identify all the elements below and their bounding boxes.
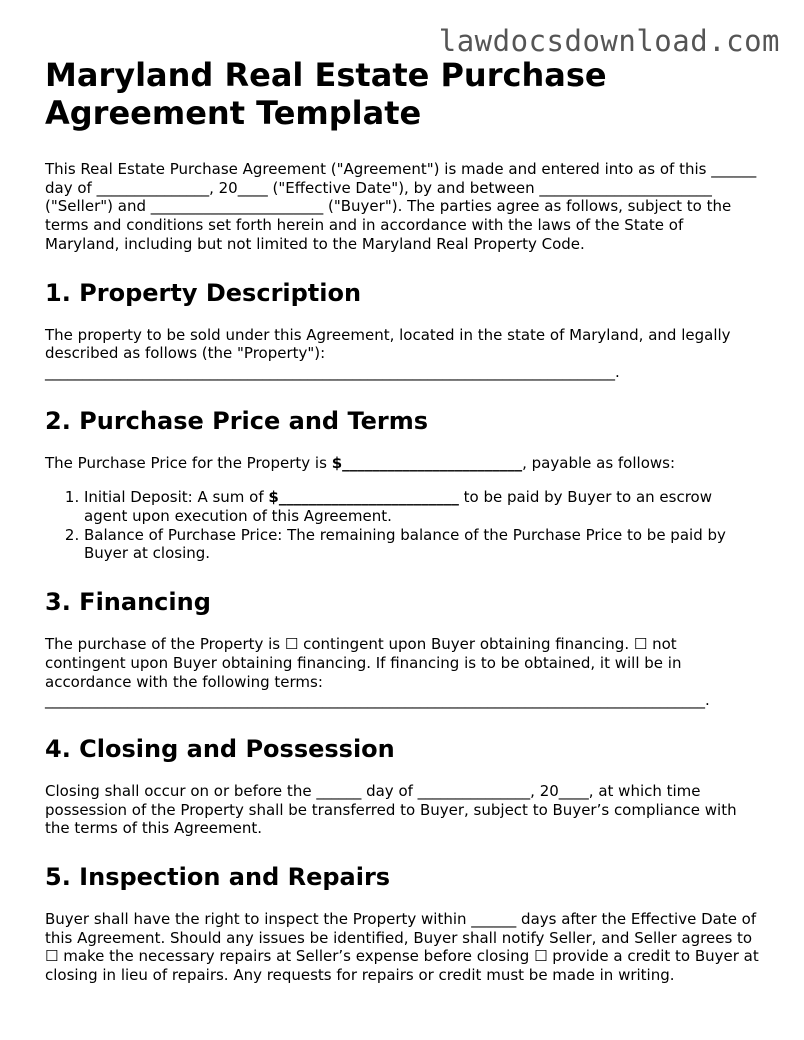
deposit-amount-blank: $________________________ [268,488,459,507]
section-paragraph: The purchase of the Property is ☐ contingent upon Buyer obtaining financing. ☐ not contingent upon Buyer obtaining financing. If financing is to be obtained, it will be in accordance with the following terms: ________________________________________________________________________________________. [45,635,710,710]
section-heading: 1. Property Description [45,278,362,307]
section-paragraph: Buyer shall have the right to inspect the Property within ______ days after the Effective Date of this Agreement. Should any issues be identified, Buyer shall notify Seller, and Seller agrees to ☐ make the necessary repairs at Seller’s expense before closing ☐ provide a credit to Buyer at closing in lieu of repairs. Any requests for repairs or credit must be made in writing. [45,910,759,985]
section-paragraph: The property to be sold under this Agreement, located in the state of Maryland, and legally described as follows (the "Property"): ____________________________________________________________________________. [45,325,731,381]
deposit-text-after: to be paid by Buyer to an escrow agent upon execution of this Agreement. [84,488,712,526]
section-financing [45,587,760,710]
deposit-text-before: Initial Deposit: A sum of [84,488,269,507]
balance-text: Balance of Purchase Price: The remaining balance of the Purchase Price to be paid by Buyer at closing. [84,525,726,563]
section-inspection [45,862,760,985]
document-page [45,56,760,1009]
section-heading: 2. Purchase Price and Terms [45,406,429,435]
section-heading: 5. Inspection and Repairs [45,863,391,892]
section-paragraph: Closing shall occur on or before the ______ day of _______________, 20____, at which time possession of the Property shall be transferred to Buyer, subject to Buyer’s compliance with the terms of this Agreement. [45,781,737,838]
list-item [84,488,760,525]
price-text-after: , payable as follows: [522,453,676,472]
watermark: lawdocsdownload.com [438,24,780,58]
section-heading: 4. Closing and Possession [45,734,395,763]
payment-terms-list [45,488,760,563]
section-heading: 3. Financing [45,588,211,617]
price-text-before: The Purchase Price for the Property is [45,453,332,472]
price-amount-blank: $________________________ [331,453,523,472]
intro-paragraph: This Real Estate Purchase Agreement ("Agreement") is made and entered into as of this ______ day of _______________, 20____ ("Effective Date"), by and between _______________________ ("Seller") and _______________________ ("Buyer"). The parties agree as follows, subject to the terms and conditions set forth herein and in accordance with the laws of the State of Maryland, including but not limited to the Maryland Real Property Code. [45,160,757,253]
list-item [84,526,760,563]
section-property-description [45,278,760,382]
section-paragraph [45,454,760,473]
document-title: Maryland Real Estate Purchase Agreement Template [45,56,607,132]
section-purchase-price [45,406,760,564]
section-closing [45,734,760,838]
